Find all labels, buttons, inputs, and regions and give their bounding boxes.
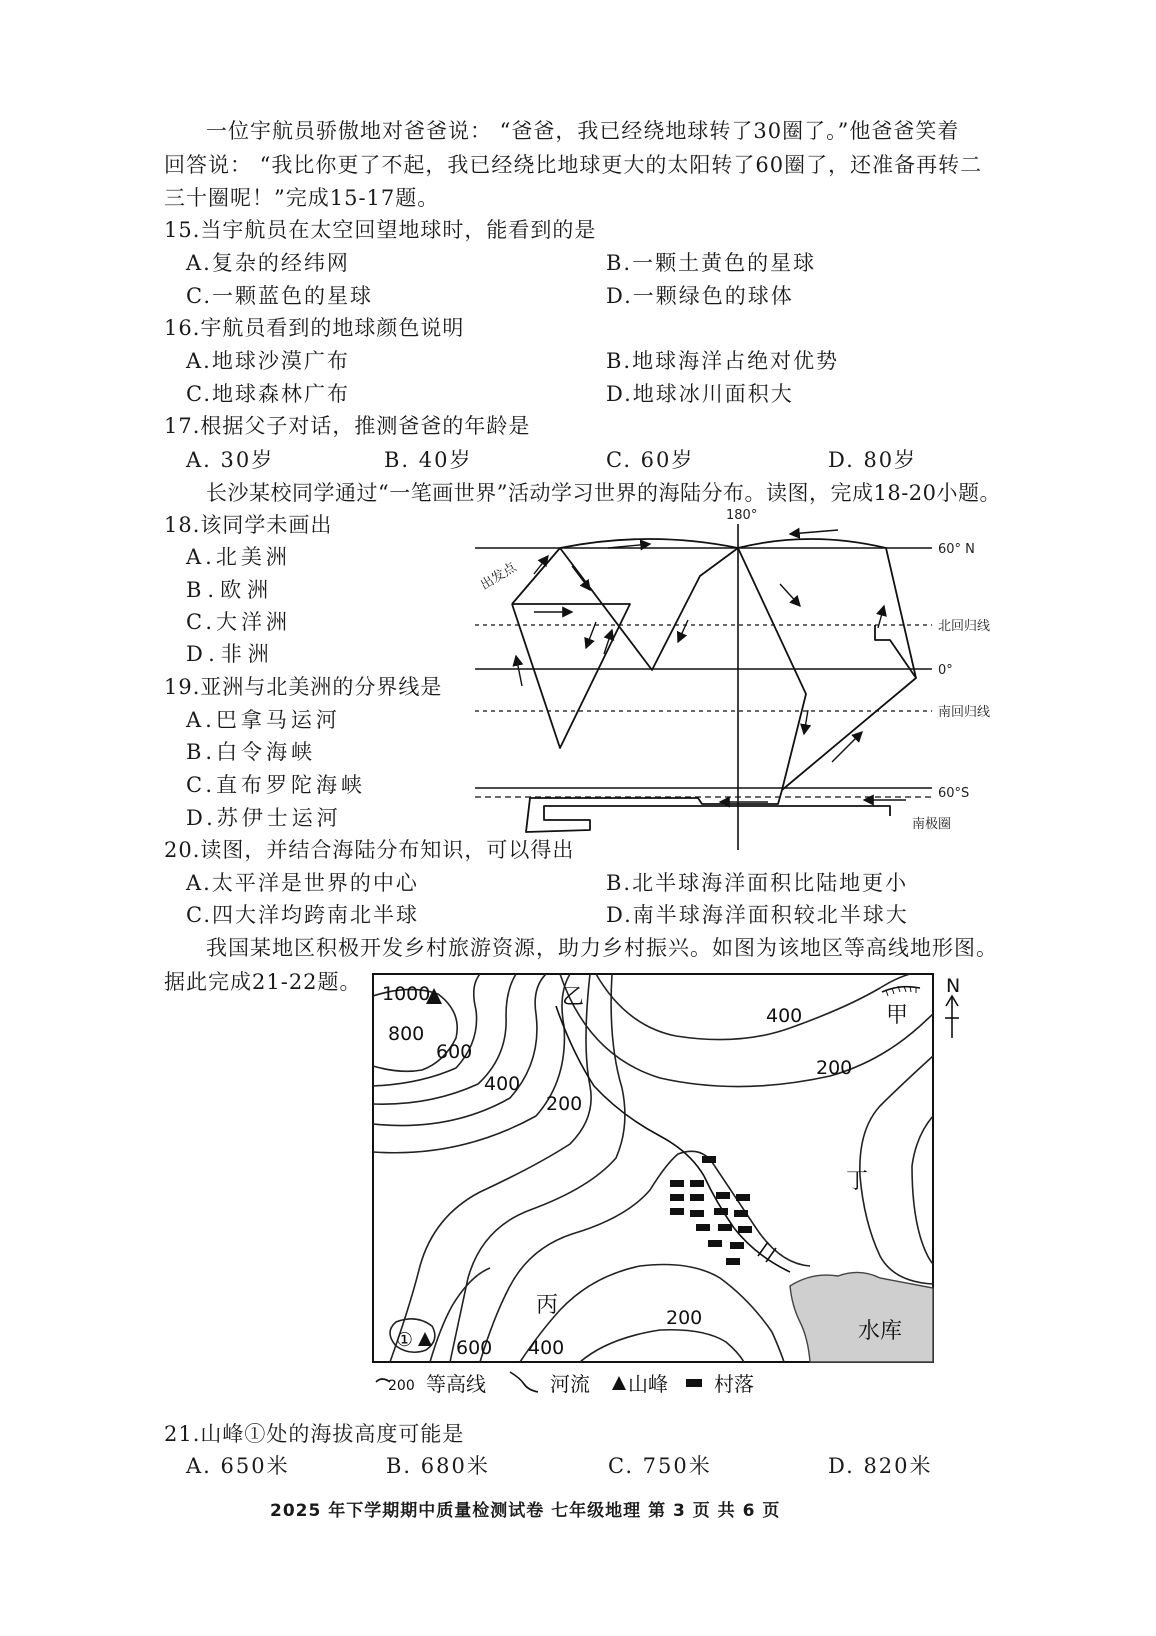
- q20-option-b: B.北半球海洋面积比陆地更小: [606, 871, 909, 895]
- q20-option-c: C.四大洋均跨南北半球: [186, 903, 419, 927]
- tropic-south-label: 南回归线: [938, 705, 991, 720]
- passage-line: 长沙某校同学通过“一笔画世界”活动学习世界的海陆分布。读图，完成18-20小题。: [206, 481, 1002, 505]
- passage-line: 三十圈呢！”完成15-17题。: [164, 186, 440, 210]
- direction-arrow: [516, 656, 522, 686]
- reservoir-label: 水库: [858, 1319, 903, 1344]
- q15-option-c: C.一颗蓝色的星球: [186, 284, 373, 308]
- meridian-180-label: 180°: [726, 508, 758, 523]
- peak-marker-label: ①: [396, 1329, 414, 1351]
- contour-label: 400: [766, 1005, 803, 1027]
- river: [556, 1006, 790, 1272]
- legend-contour-value: 200: [388, 1378, 415, 1394]
- q17-option-d: D. 80岁: [828, 448, 918, 472]
- page-footer: 2025 年下学期期中质量检测试卷 七年级地理 第 3 页 共 6 页: [270, 1501, 781, 1521]
- contour-label: 400: [484, 1073, 521, 1095]
- legend-peak-icon: [612, 1376, 626, 1390]
- q19-option-a: A.巴拿马运河: [186, 708, 341, 732]
- place-label-jia: 甲: [886, 1003, 909, 1028]
- north-arrow-icon: [945, 996, 959, 1038]
- question-20-stem: 20.读图，并结合海陆分布知识，可以得出: [164, 838, 575, 862]
- cliff-line: [882, 987, 920, 992]
- antarctic-circle-label: 南极圈: [912, 817, 952, 832]
- q17-option-a: A. 30岁: [186, 448, 275, 472]
- q21-option-c: C. 750米: [608, 1454, 712, 1478]
- legend-peak-label: 山峰: [628, 1372, 668, 1396]
- direction-arrow: [780, 584, 800, 606]
- q16-option-b: B.地球海洋占绝对优势: [606, 349, 840, 373]
- passage-line: 据此完成21-22题。: [164, 970, 362, 994]
- q21-option-a: A. 650米: [186, 1454, 290, 1478]
- question-19-stem: 19.亚洲与北美洲的分界线是: [164, 675, 443, 699]
- question-17-stem: 17.根据父子对话，推测爸爸的年龄是: [164, 414, 531, 438]
- legend-village-icon: [686, 1379, 702, 1387]
- q18-option-b: B.欧洲: [186, 578, 275, 602]
- question-21-stem: 21.山峰①处的海拔高度可能是: [164, 1422, 465, 1446]
- q19-option-c: C.直布罗陀海峡: [186, 773, 366, 797]
- passage-line: 我国某地区积极开发乡村旅游资源，助力乡村振兴。如图为该地区等高线地形图。: [206, 936, 998, 960]
- q16-option-c: C.地球森林广布: [186, 382, 350, 406]
- peak-icon: [418, 1332, 432, 1346]
- legend-river-symbol: [510, 1372, 538, 1392]
- latitude-60s-label: 60°S: [938, 786, 970, 801]
- q21-option-d: D. 820米: [828, 1454, 933, 1478]
- tropic-north-label: 北回归线: [938, 619, 991, 634]
- latitude-60n-label: 60° N: [938, 542, 975, 557]
- q20-option-d: D.南半球海洋面积较北半球大: [606, 903, 909, 927]
- q18-option-d: D.非洲: [186, 642, 275, 666]
- map-legend: [376, 1372, 754, 1396]
- passage-line: 一位宇航员骄傲地对爸爸说： “爸爸，我已经绕地球转了30圈了。”他爸爸笑着: [206, 119, 960, 143]
- contour-label: 200: [816, 1057, 853, 1079]
- reservoir-area: [790, 1272, 933, 1362]
- equator-label: 0°: [938, 663, 953, 678]
- contour-label: 600: [456, 1337, 493, 1359]
- world-continents-diagram: [470, 500, 1010, 852]
- place-label-ding: 丁: [846, 1169, 869, 1194]
- contour-label: 800: [388, 1023, 425, 1045]
- place-label-yi: 乙: [562, 985, 585, 1010]
- start-point-label: 出发点: [478, 559, 520, 594]
- q15-option-a: A.复杂的经纬网: [186, 251, 350, 275]
- peak-elevation-label: 1000: [382, 983, 431, 1005]
- question-18-stem: 18.该同学未画出: [164, 513, 333, 537]
- question-16-stem: 16.宇航员看到的地球颜色说明: [164, 316, 465, 340]
- contour-label: 400: [528, 1337, 565, 1359]
- direction-arrow: [804, 710, 808, 734]
- q21-option-b: B. 680米: [386, 1454, 490, 1478]
- question-15-stem: 15.当宇航员在太空回望地球时，能看到的是: [164, 218, 597, 242]
- q19-option-b: B.白令海峡: [186, 740, 317, 764]
- q17-option-b: B. 40岁: [384, 448, 473, 472]
- village-icon: [670, 1156, 752, 1265]
- legend-village-label: 村落: [714, 1372, 754, 1396]
- q19-option-d: D.苏伊士运河: [186, 806, 342, 830]
- q16-option-a: A.地球沙漠广布: [186, 349, 350, 373]
- direction-arrow: [790, 530, 838, 534]
- contour-label: 200: [666, 1307, 703, 1329]
- direction-arrow: [572, 566, 590, 590]
- north-label: N: [946, 975, 961, 997]
- passage-line: 回答说： “我比你更了不起，我已经绕比地球更大的太阳转了60圈了，还准备再转二: [164, 153, 983, 177]
- q15-option-b: B.一颗土黄色的星球: [606, 251, 817, 275]
- q17-option-c: C. 60岁: [606, 448, 695, 472]
- q18-option-a: A.北美洲: [186, 545, 291, 569]
- contour-label: 200: [546, 1093, 583, 1115]
- contour-map: [360, 966, 980, 1406]
- place-label-bing: 丙: [536, 1293, 559, 1318]
- contour-lines: [560, 974, 933, 1284]
- q20-option-a: A.太平洋是世界的中心: [186, 871, 419, 895]
- contour-label: 600: [436, 1041, 473, 1063]
- direction-arrow: [678, 620, 688, 642]
- q18-option-c: C.大洋洲: [186, 610, 291, 634]
- q15-option-d: D.一颗绿色的球体: [606, 284, 794, 308]
- legend-river-label: 河流: [550, 1372, 590, 1396]
- legend-contour-label: 等高线: [426, 1372, 486, 1396]
- q16-option-d: D.地球冰川面积大: [606, 382, 794, 406]
- direction-arrow: [586, 622, 596, 648]
